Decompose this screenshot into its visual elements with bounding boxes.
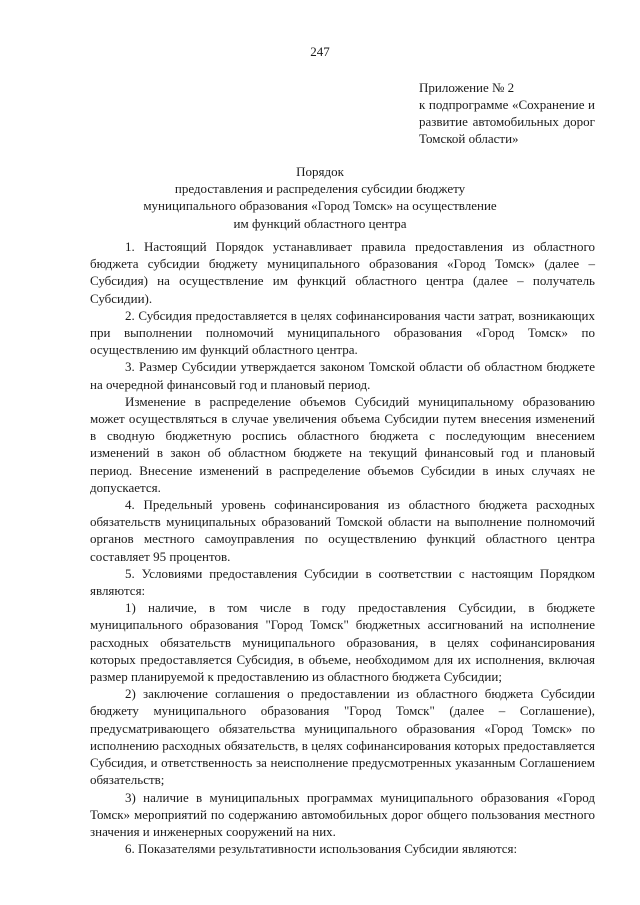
appendix-text: к подпрограмме «Сохранение и развитие автомобильных дорог Томской области»	[419, 97, 595, 146]
paragraph-3-amendment: Изменение в распределение объемов Субсидий муниципальному образованию может осуществляться в случае увеличения объема Субсидии путем внесения изменений в сводную бюджетную роспись областного бюджета с последующим внесением изменений в закон об областном бюджете на текущий финансовый год и плановый период. Внесение изменений в распределение объемов Субсидии в иных случаях не допускается.	[90, 393, 595, 495]
document-body	[90, 238, 595, 857]
paragraph-5-item-3: 3) наличие в муниципальных программах муниципального образования «Город Томск» мероприятий по содержанию автомобильных дорог общего пользования местного значения и инженерных сооружений на них.	[90, 789, 595, 839]
heading-line-3: муниципального образования «Город Томск» на осуществление	[143, 198, 497, 214]
paragraph-2: 2. Субсидия предоставляется в целях софинансирования части затрат, возникающих при выполнении полномочий муниципального образования «Город Томск» по осуществлению им функций областного центра.	[90, 307, 595, 358]
appendix-title: Приложение № 2	[419, 80, 515, 95]
heading-line-2: предоставления и распределения субсидии бюджету	[174, 181, 466, 197]
paragraph-5-item-2: 2) заключение соглашения о предоставлении из областного бюджета Субсидии бюджету муниципального образования "Город Томск" (далее – Соглашение), предусматривающего обязательства муниципального образования «Город Томск» по исполнению расходных обязательств, в целях софинансирования которых предоставляется Субсидия, и ответственность за неисполнение предусмотренных указанным Соглашением обязательств;	[90, 686, 595, 788]
paragraph-5-item-1: 1) наличие, в том числе в году предоставления Субсидии, в бюджете муниципального образования "Город Томск" бюджетных ассигнований на исполнение расходных обязательств муниципального образования, в целях софинансирования которых предоставляется Субсидия, в объеме, необходимом для их исполнения, включая размер планируемой к предоставлению из областного бюджета Субсидии;	[90, 600, 595, 685]
paragraph-6: 6. Показателями результативности использования Субсидии являются:	[125, 841, 518, 857]
paragraph-4: 4. Предельный уровень софинансирования из областного бюджета расходных обязательств муниципальных образований Томской области на выполнение полномочий органов местного самоуправления по осуществлению функций областного центра составляет 95 процентов.	[90, 497, 595, 564]
paragraph-5: 5. Условиями предоставления Субсидии в соответствии с настоящим Порядком являются:	[90, 565, 595, 599]
heading-line-4: им функций областного центра	[233, 215, 407, 231]
appendix-note	[419, 79, 595, 147]
paragraph-1: 1. Настоящий Порядок устанавливает правила предоставления из областного бюджета субсидии бюджету муниципального образования «Город Томск» (далее – Субсидия) на осуществление им функций областного центра (далее – получатель Субсидии).	[90, 239, 595, 306]
paragraph-3: 3. Размер Субсидии утверждается законом Томской области об областном бюджете на очередной финансовый год и плановый период.	[90, 359, 595, 392]
document-heading	[110, 163, 530, 232]
page-number: 247	[310, 44, 330, 59]
heading-line-1: Порядок	[296, 164, 344, 179]
